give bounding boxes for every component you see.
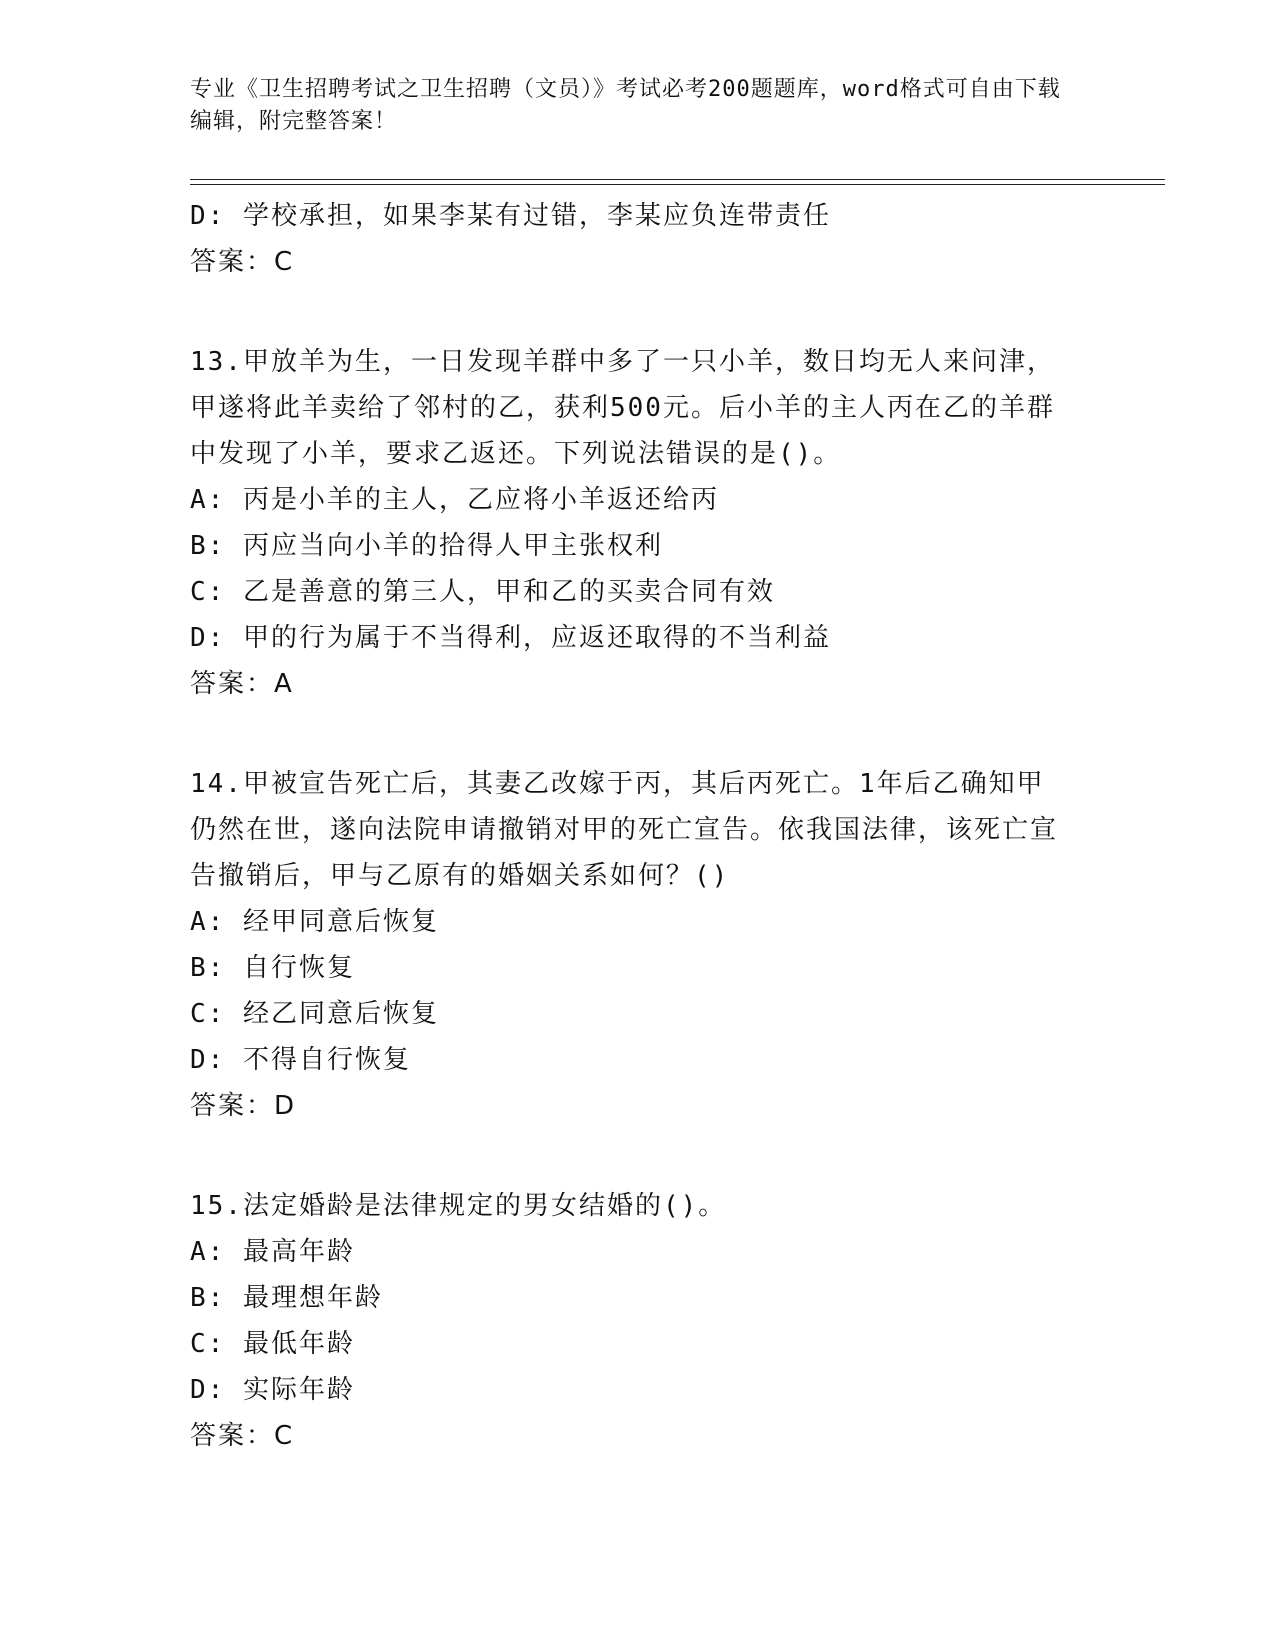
question-14-option-b: B: 自行恢复 [190, 953, 355, 983]
header-divider-bottom [190, 184, 1165, 185]
document-header: 专业《卫生招聘考试之卫生招聘（文员）》考试必考200题题库，word格式可自由下载编辑，附完整答案！ [190, 77, 1061, 134]
question-13-stem: 13.甲放羊为生，一日发现羊群中多了一只小羊，数日均无人来问津，甲遂将此羊卖给了邻村的乙，获利500元。后小羊的主人丙在乙的羊群中发现了小羊，要求乙返还。下列说法错误的是()。 [190, 347, 1055, 469]
question-14-option-d: D: 不得自行恢复 [190, 1045, 411, 1075]
header-divider-top [190, 179, 1165, 180]
question-13-option-b: B: 丙应当向小羊的拾得人甲主张权利 [190, 531, 663, 561]
spacer [190, 707, 1070, 761]
question-13-option-c: C: 乙是善意的第三人，甲和乙的买卖合同有效 [190, 577, 775, 607]
question-14-answer: 答案：D [190, 1091, 297, 1121]
question-14-option-c: C: 经乙同意后恢复 [190, 999, 439, 1029]
question-14-option-a: A: 经甲同意后恢复 [190, 907, 439, 937]
prev-question-option-d: D: 学校承担，如果李某有过错，李某应负连带责任 [190, 201, 831, 231]
spacer [190, 1129, 1070, 1183]
question-13-option-d: D: 甲的行为属于不当得利，应返还取得的不当利益 [190, 623, 831, 653]
question-15-option-b: B: 最理想年龄 [190, 1283, 383, 1313]
question-13-answer: 答案：A [190, 669, 294, 699]
question-15-stem: 15.法定婚龄是法律规定的男女结婚的()。 [190, 1191, 727, 1221]
prev-question-answer: 答案：C [190, 247, 295, 277]
question-content [190, 193, 1070, 1459]
question-15-option-c: C: 最低年龄 [190, 1329, 355, 1359]
question-14-stem: 14.甲被宣告死亡后，其妻乙改嫁于丙，其后丙死亡。1年后乙确知甲仍然在世，遂向法院申请撤销对甲的死亡宣告。依我国法律，该死亡宣告撤销后，甲与乙原有的婚姻关系如何？() [190, 769, 1059, 891]
question-15-option-d: D: 实际年龄 [190, 1375, 355, 1405]
question-15-answer: 答案：C [190, 1421, 295, 1451]
question-15-option-a: A: 最高年龄 [190, 1237, 355, 1267]
question-13-option-a: A: 丙是小羊的主人，乙应将小羊返还给丙 [190, 485, 719, 515]
spacer [190, 285, 1070, 339]
